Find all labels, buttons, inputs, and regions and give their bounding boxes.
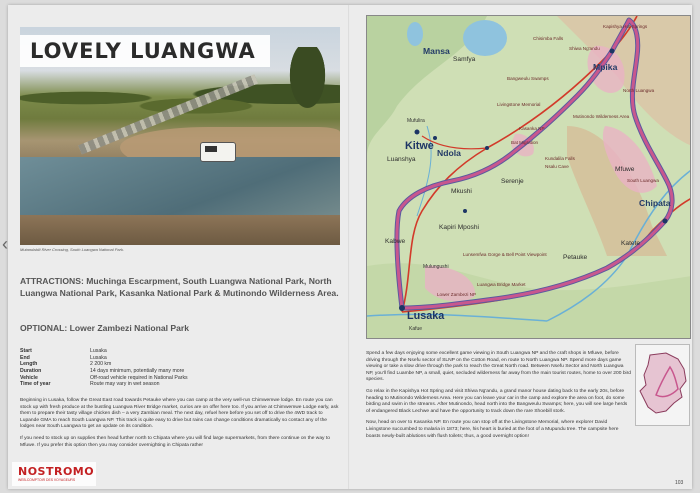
title-banner [20,35,270,67]
fact-value: Route may vary in wet season [90,381,160,388]
map-label-mulungushi: Mulungushi [423,264,449,270]
map-label-bat-migration: Bat Migration [511,140,539,145]
fact-row [20,361,342,368]
nostromo-logo [12,462,96,486]
map-label-samfya: Samfya [453,56,476,63]
map-label-katete: Katete [621,240,641,247]
map-label-chisimba: Chisimba Falls [533,36,564,41]
fact-value: Lusaka [90,354,107,361]
map-label-serenje: Serenje [501,178,524,185]
map-label-kapishya: Kapishya Hot Springs [603,24,648,29]
map-label-north-luangwa: North Luangwa [623,88,655,93]
left-body-text [20,398,342,454]
fact-row [20,375,342,382]
map-label-kundalila: Kundalila Falls [545,156,575,161]
fact-row [20,368,342,375]
page-title: LOVELY LUANGWA [30,39,256,63]
paragraph: If you need to stock up on supplies then head further north to Chipata where you will find large supermarkets, from there continue on the way to Mfuwe. If you prefer this option then you may consider overnighting in Chipata rather [20,435,330,448]
route-map [366,15,691,339]
fact-row [20,348,342,355]
page-number: 103 [675,480,684,486]
right-body-text [366,351,631,445]
right-page [350,5,692,489]
vehicle-image [200,142,236,162]
map-label-kasanka: Kasanka NP [519,126,545,131]
zambia-outline [636,345,691,427]
book-spread [2,5,692,489]
map-label-lower-zambezi: Lower Zambezi NP [437,292,477,297]
fact-key: End [20,354,30,361]
map-label-luangwa-bridge: Luangwa Bridge Market [477,282,526,287]
fact-key: Duration [20,368,42,375]
map-label-ndola: Ndola [437,148,461,158]
photo-caption: Mutandabili River Crossing, South Luangwa National Park. [20,247,125,252]
map-label-lusaka: Lusaka [407,310,445,322]
map-label-nsalu: Nsalu Cave [545,164,569,169]
fact-key: Start [20,348,32,354]
paragraph: Now, head on over to Kasanka NP. En route you can stop off at the Livingstone Memorial, where explorer David Livingstone succumbed to malaria in 1873; here, his heart is buried at the foot of a Mupundu tree. The campsite here boasts newly-built ablutions with flush toilets; thus, a good overnight option! [366,420,619,439]
map-label-mutinondo: Mutinondo Wilderness Area [573,114,630,119]
map-label-kafue: Kafue [409,326,423,332]
left-page [8,5,350,489]
map-label-mfuwe: Mfuwe [615,166,635,173]
map-label-petauke: Petauke [563,254,588,261]
previous-page-arrow-icon[interactable]: ‹ [2,234,8,254]
fact-row [20,381,342,388]
map-label-mkushi: Mkushi [451,188,472,195]
paragraph: Beginning in Lusaka, follow the Great East road towards Petauke where you can camp at the very well-run Chimwemwe lodge. En route you can stock up with fresh produce at the bustling Luangwa River Bridge market, curios are on offer here too. If you arrive at Chimwemwe Lodge early, ask them to prepare their tasty village chicken dish – a very Zambian meal. The next day, refuel here before you set off to drive the 4WD track to Lupande GMA to reach South Luangwa NP. This track is quite easy to drive but rains can change conditions dramatically so contact any of the lodges near South Luangwa to get an update on its condition. [20,398,339,430]
fact-row [20,355,342,362]
route-facts-table [20,348,342,388]
map-label-livingstone: Livingstone Memorial [497,102,541,107]
map-label-chipata: Chipata [639,198,671,208]
fact-value: Lusaka [90,348,107,354]
zambia-inset-map [635,344,690,426]
fact-key: Time of year [20,381,51,388]
fact-key: Length [20,361,38,368]
fact-value: 2 200 km [90,361,112,368]
paragraph: Go relax in the Kapishya Hot Spring and visit Shiwa Ng'andu, a grand manor house dating back to the early 20s, before heading to Mutinondo Wilderness Area. Here you can leave your car in the camp and explore the area on foot, do some birding and swim in the streams. After Mutinondo, head north into the Bangweulu Swamps; here, you will see large herds of endangered Black Lechwe and have the opportunity to track down the rare Shoebill stork. [366,388,628,414]
optional-heading: OPTIONAL: Lower Zambezi National Park [20,323,190,333]
map-label-kapiri: Kapiri Mposhi [439,224,479,231]
fact-value: 14 days minimum, potentially many more [90,368,185,375]
attractions-heading: ATTRACTIONS: Muchinga Escarpment, South Luangwa National Park, North Luangwa National Park, Kasanka National Park & Mutinondo Wilderness Area. [20,276,339,298]
logo-tagline: WEB-COMPTOIR DES VOYAGEURS [18,478,76,482]
map-label-bangweulu: Bangweulu Swamps [507,76,549,81]
map-label-lunsemfwa: Lunsemfwa Gorge & Bell Point Viewpoint [463,252,547,257]
fact-value: Off-road vehicle required in National Parks [90,374,188,381]
map-label-kitwe: Kitwe [405,140,434,152]
paragraph: Spend a few days enjoying some excellent game viewing in South Luangwa NP and the craft shops in Mfuwe, before driving through the Nsefu sector of SLNP on the Cotton Road, en route to North Luangwa NP. Spend more days game viewing or take a slow drive through the park to reach the Great North road. Between Nsefu Sector and North Luangwa NP, you'll find Luambe NP, a small, quiet, secluded wilderness far away from the main tourist routes, home to over 200 bird species. [366,351,631,383]
map-label-luanshya: Luanshya [387,156,416,163]
fact-key: Vehicle [20,374,38,381]
map-label-shiwa: Shiwa Ng'andu [569,46,600,51]
map-label-south-luangwa: South Luangwa [627,178,659,183]
map-label-kabwe: Kabwe [385,238,406,245]
map-label-mpika: Mpika [593,62,618,72]
logo-wordmark: NOSTROMO [18,465,95,478]
map-label-mufulira: Mufulira [407,118,425,124]
map-label-mansa: Mansa [423,46,450,56]
